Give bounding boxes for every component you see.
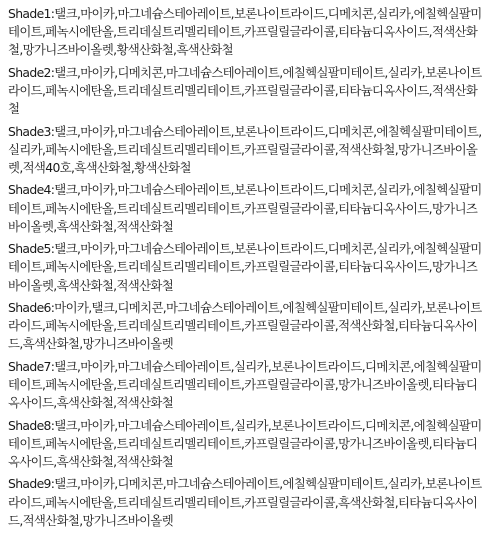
ingredient-list (8, 5, 486, 534)
shade-3-ingredients: Shade3:탤크,마이카,마그네슘스테아레이트,보론나이트라이드,디메치콘,에칠헥실팔미테이트,실리카,페녹시에탄올,트리데실트리멜리테이트,카프릴릴글라이콜,적색산화철,망가니즈바이올렛,적색40호,흑색산화철,황색산화철 (8, 123, 482, 175)
shade-8-ingredients: Shade8:탤크,마이카,마그네슘스테아레이트,실리카,보론나이트라이드,디메치콘,에칠헥실팔미테이트,페녹시에탄올,트리데실트리멜리테이트,카프릴릴글라이콜,망가니즈바이올렛,티타늄디옥사이드,흑색산화철,적색산화철 (8, 417, 482, 469)
shade-2-ingredients: Shade2:탤크,마이카,디메치콘,마그네슘스테아레이트,에칠헥실팔미테이트,실리카,보론나이트라이드,페녹시에탄올,트리데실트리멜리테이트,카프릴릴글라이콜,티타늄디옥사이드,적색산화철 (8, 64, 482, 117)
shade-1-ingredients: Shade1:탤크,마이카,마그네슘스테아레이트,보론나이트라이드,디메치콘,실리카,에칠헥실팔미테이트,페녹시에탄올,트리데실트리멜리테이트,카프릴릴글라이콜,티타늄디옥사이드,적색산화철,망가니즈바이올렛,황색산화철,흑색산화철 (8, 6, 482, 58)
shade-7-ingredients: Shade7:탤크,마이카,마그네슘스테아레이트,실리카,보론나이트라이드,디메치콘,에칠헥실팔미테이트,페녹시에탄올,트리데실트리멜리테이트,카프릴릴글라이콜,망가니즈바이올렛,티타늄디옥사이드,흑색산화철,적색산화철 (8, 358, 482, 411)
shade-6-ingredients: Shade6:마이카,탤크,디메치콘,마그네슘스테아레이트,에칠헥실팔미테이트,실리카,보론나이트라이드,페녹시에탄올,트리데실트리멜리테이트,카프릴릴글라이콜,적색산화철,티타늄디옥사이드,흑색산화철,망가니즈바이올렛 (8, 299, 482, 352)
shade-9-ingredients: Shade9:탤크,마이카,디메치콘,마그네슘스테아레이트,에칠헥실팔미테이트,실리카,보론나이트라이드,페녹시에탄올,트리데실트리멜리테이트,카프릴릴글라이콜,흑색산화철,티타늄디옥사이드,적색산화철,망가니즈바이올렛 (8, 476, 482, 528)
shade-5-ingredients: Shade5:탤크,마이카,마그네슘스테아레이트,보론나이트라이드,디메치콘,실리카,에칠헥실팔미테이트,페녹시에탄올,트리데실트리멜리테이트,카프릴릴글라이콜,티타늄디옥사이드,망가니즈바이올렛,흑색산화철,적색산화철 (8, 241, 482, 293)
shade-4-ingredients: Shade4:탤크,마이카,마그네슘스테아레이트,보론나이트라이드,디메치콘,실리카,에칠헥실팔미테이트,페녹시에탄올,트리데실트리멜리테이트,카프릴릴글라이콜,티타늄디옥사이드,망가니즈바이올렛,흑색산화철,적색산화철 (8, 182, 482, 234)
